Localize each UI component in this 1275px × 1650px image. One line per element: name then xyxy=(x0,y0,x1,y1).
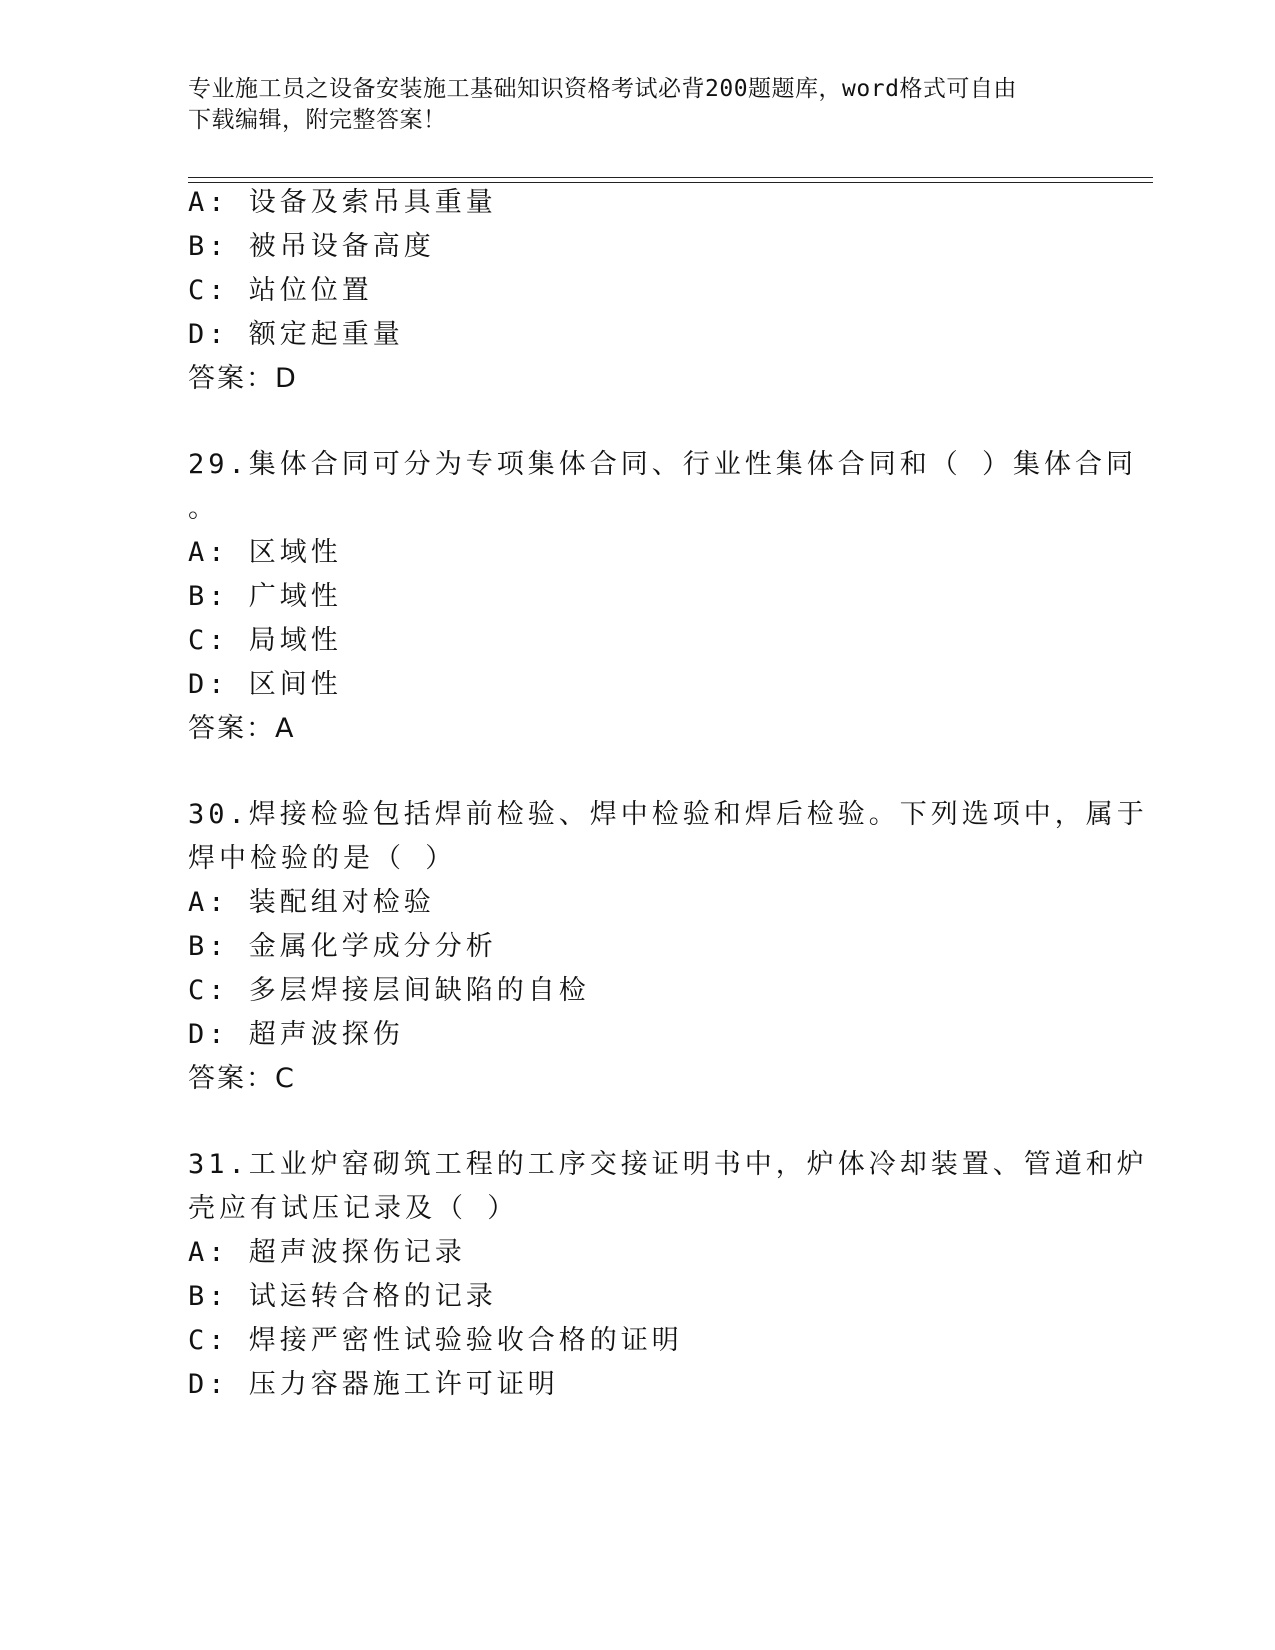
q31-option-d: D: 压力容器施工许可证明 xyxy=(188,1369,559,1400)
q30-answer: 答案：C xyxy=(188,1063,296,1094)
q29-stem-line-2: 。 xyxy=(188,493,219,524)
q30-option-a: A: 装配组对检验 xyxy=(188,887,435,918)
q28-option-c: C: 站位位置 xyxy=(188,275,373,306)
q29-option-a: A: 区域性 xyxy=(188,537,342,568)
q31-option-b: B: 试运转合格的记录 xyxy=(188,1281,497,1312)
q29-option-d: D: 区间性 xyxy=(188,669,342,700)
q31-stem-line-1: 31.工业炉窑砌筑工程的工序交接证明书中，炉体冷却装置、管道和炉 xyxy=(188,1149,1148,1180)
header-divider xyxy=(188,177,1153,183)
q31-stem-line-2: 壳应有试压记录及（ ） xyxy=(188,1193,519,1224)
q30-stem-line-2: 焊中检验的是（ ） xyxy=(188,843,457,874)
q28-option-a: A: 设备及索吊具重量 xyxy=(188,187,497,218)
q29-answer: 答案：A xyxy=(188,713,296,744)
q31-option-a: A: 超声波探伤记录 xyxy=(188,1237,466,1268)
q30-option-d: D: 超声波探伤 xyxy=(188,1019,404,1050)
q29-option-c: C: 局域性 xyxy=(188,625,342,656)
header-line-2: 下载编辑，附完整答案！ xyxy=(188,107,447,133)
q31-option-c: C: 焊接严密性试验验收合格的证明 xyxy=(188,1325,683,1356)
q28-option-b: B: 被吊设备高度 xyxy=(188,231,435,262)
q30-stem-line-1: 30.焊接检验包括焊前检验、焊中检验和焊后检验。下列选项中，属于 xyxy=(188,799,1148,830)
document-header xyxy=(188,74,1068,136)
q29-option-b: B: 广域性 xyxy=(188,581,342,612)
q28-answer: 答案：D xyxy=(188,363,298,394)
q30-option-c: C: 多层焊接层间缺陷的自检 xyxy=(188,975,590,1006)
q28-option-d: D: 额定起重量 xyxy=(188,319,404,350)
q30-option-b: B: 金属化学成分分析 xyxy=(188,931,497,962)
q29-stem-line-1: 29.集体合同可分为专项集体合同、行业性集体合同和（ ）集体合同 xyxy=(188,449,1138,480)
header-line-1: 专业施工员之设备安装施工基础知识资格考试必背200题题库，word格式可自由 xyxy=(188,76,1017,102)
